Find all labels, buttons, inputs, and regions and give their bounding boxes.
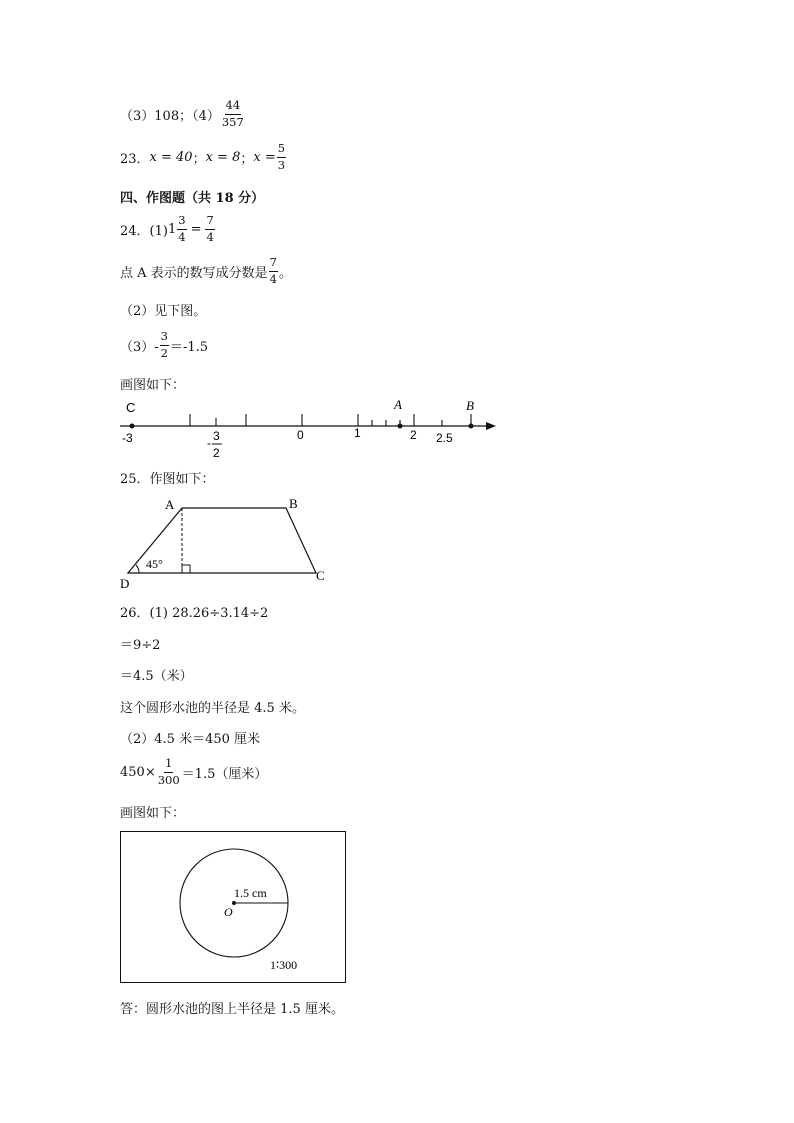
- denominator: 4: [206, 229, 214, 244]
- calculation: （2）4.5 米＝450 厘米: [120, 732, 261, 747]
- denominator: 4: [178, 229, 186, 244]
- denominator: 2: [160, 345, 168, 360]
- label-c: C: [126, 400, 136, 415]
- calculation: 26．(1) 28.26÷3.14÷2: [120, 606, 269, 621]
- point-c: [130, 424, 135, 429]
- label-b: B: [466, 398, 474, 413]
- answer-23: [120, 143, 287, 171]
- center-label: O: [224, 905, 233, 919]
- answer-25: [120, 468, 215, 487]
- vertex-a: A: [165, 497, 175, 512]
- section-heading: [120, 187, 264, 206]
- numerator: 7: [205, 215, 214, 230]
- section-heading-text: 四、作图题（共 18 分）: [120, 191, 265, 206]
- right-angle-mark: [182, 565, 190, 573]
- fraction: [177, 215, 186, 243]
- answer-26-2: [120, 728, 260, 747]
- caption-text: 画图如下：: [120, 378, 186, 393]
- answer-text: （3）108；（4）: [120, 108, 220, 124]
- caption-text: 画图如下：: [120, 806, 186, 821]
- question-number: 24．(1): [120, 223, 168, 239]
- fraction-sign: -: [207, 436, 211, 450]
- point-b: [469, 424, 474, 429]
- numerator: 5: [277, 143, 286, 158]
- separator: ；: [240, 151, 254, 167]
- fraction: [205, 215, 214, 243]
- vertex-c: C: [316, 568, 325, 583]
- numerator: 3: [160, 331, 169, 346]
- calculation: ＝1.5（厘米）: [181, 766, 268, 782]
- answer-26-1: [120, 602, 268, 621]
- conclusion: [120, 697, 305, 716]
- answer-text: （3）-: [120, 339, 159, 355]
- denominator: 300: [157, 772, 180, 787]
- caption-text: 25．作图如下：: [120, 472, 215, 487]
- statement-text: 点 A 表示的数写成分数是: [120, 265, 268, 281]
- fraction: [269, 257, 278, 285]
- final-answer: [120, 998, 344, 1017]
- tick-label: 1: [354, 426, 361, 440]
- answer-24-1: [120, 215, 216, 243]
- tick-label: -3: [122, 431, 133, 445]
- calculation: ＝4.5（米）: [120, 669, 193, 684]
- vertex-b: B: [289, 496, 298, 511]
- scale-calc: [120, 758, 267, 786]
- radius-label: 1.5 cm: [234, 886, 267, 900]
- separator: ；: [192, 151, 206, 167]
- period: 。: [278, 265, 292, 281]
- calc-step: [120, 665, 193, 684]
- numerator: 44: [225, 100, 242, 115]
- numerator: 1: [164, 758, 173, 773]
- fraction: [277, 143, 286, 171]
- question-number: 23．: [120, 151, 150, 167]
- calculation: ＝9÷2: [120, 638, 161, 653]
- drawing-caption: [120, 802, 185, 821]
- number-line-figure: [110, 392, 510, 462]
- answer-text: 答：圆形水池的图上半径是 1.5 厘米。: [120, 1002, 344, 1017]
- equation: x = 8: [205, 149, 241, 165]
- calc-step: [120, 634, 160, 653]
- conclusion-text: 这个圆形水池的半径是 4.5 米。: [120, 701, 305, 716]
- arrow-head: [486, 422, 496, 430]
- whole-number: 1: [167, 221, 177, 237]
- point-a-statement: [120, 257, 292, 285]
- answer-24-3: [120, 331, 208, 359]
- tick-label: 2: [410, 428, 417, 442]
- fraction-denominator: 2: [213, 446, 220, 460]
- numerator: 7: [269, 257, 278, 272]
- equation: x = 40: [149, 149, 193, 165]
- scale-label: 1∶300: [270, 958, 298, 972]
- equation: x =: [253, 149, 276, 165]
- fraction: [160, 331, 169, 359]
- figure-border: [121, 832, 346, 983]
- drawing-caption: [120, 374, 185, 393]
- vertex-d: D: [120, 576, 130, 591]
- angle-label: 45°: [146, 557, 163, 571]
- circle-figure: [120, 831, 348, 985]
- denominator: 3: [277, 157, 286, 172]
- point-a: [398, 424, 403, 429]
- equals-sign: =: [190, 221, 202, 237]
- label-a: A: [394, 397, 402, 412]
- numerator: 3: [177, 215, 186, 230]
- tick-label: 0: [297, 428, 304, 442]
- fraction: [157, 758, 181, 786]
- answer-text: ＝-1.5: [170, 339, 209, 355]
- tick-label: 2.5: [436, 431, 453, 445]
- trapezoid-figure: [110, 494, 340, 594]
- answer-line-3-4: [120, 100, 246, 128]
- fraction: [221, 100, 245, 128]
- angle-arc: [136, 565, 139, 573]
- answer-text: （2）见下图。: [120, 304, 207, 319]
- answer-24-2: [120, 300, 206, 319]
- denominator: 357: [221, 114, 244, 129]
- calculation: 450×: [120, 764, 156, 780]
- denominator: 4: [269, 271, 277, 286]
- fraction-numerator: 3: [213, 429, 220, 443]
